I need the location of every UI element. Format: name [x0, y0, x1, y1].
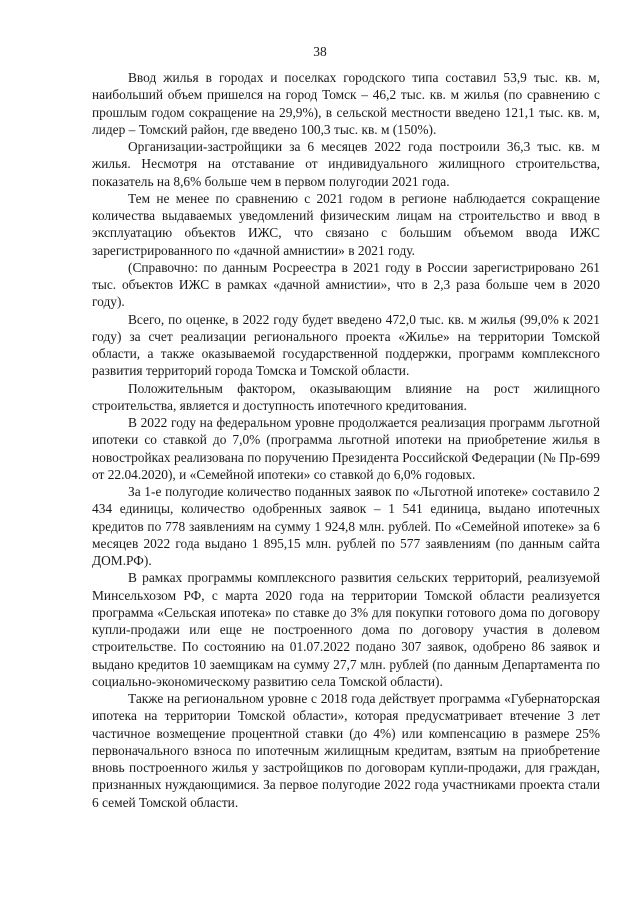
paragraph-housing-input-cities: Ввод жилья в городах и поселках городского типа составил 53,9 тыс. кв. м, наибольший объем пришелся на город Томск – 46,2 тыс. кв. м жилья (по сравнению с прошлым годом сокращение на 29,9%), в сельской местности введено 121,1 тыс. кв. м, лидер – Томский район, где введено 100,3 тыс. кв. м (150%).: [92, 70, 600, 137]
paragraph-developers: Организации-застройщики за 6 месяцев 2022 года построили 36,3 тыс. кв. м жилья. Несмотря на отставание от индивидуального жилищного строительства, показатель на 8,6% больше чем в первом полугодии 2021 года.: [92, 139, 600, 189]
paragraph-federal-programs: В 2022 году на федеральном уровне продолжается реализация программ льготной ипотеки со ставкой до 7,0% (программа льготной ипотеки на приобретение жилья в новостройках реализована по поручению Президента Российской Федерации (№ Пр-699 от 22.04.2020), и «Семейной ипотеки» со ставкой до 6,0% годовых.: [92, 415, 600, 482]
paragraph-applications-stats: За 1-е полугодие количество поданных заявок по «Льготной ипотеке» составило 2 434 единицы, количество одобренных заявок – 1 541 единица, выдано ипотечных кредитов по 778 заявлениям на сумму 1 924,8 млн. рублей. По «Семейной ипотеке» за 6 месяцев 2022 года выдано 1 895,15 млн. рублей по 577 заявлениям (по данным сайта ДОМ.РФ).: [92, 484, 600, 568]
paragraph-rural-mortgage: В рамках программы комплексного развития сельских территорий, реализуемой Минсельхозом РФ, с марта 2020 года на территории Томской области реализуется программа «Сельская ипотека» по ставке до 3% для покупки готового дома по договору купли-продажи или еще не построенного дома по договору участия в долевом строительстве. По состоянию на 01.07.2022 подано 307 заявок, одобрено 86 заявок и выдано кредитов 10 заемщикам на сумму 27,7 млн. рублей (по данным Департамента по социально-экономическому развитию села Томской области).: [92, 570, 600, 689]
paragraph-mortgage-factor: Положительным фактором, оказывающим влияние на рост жилищного строительства, является и доступность ипотечного кредитования.: [92, 380, 600, 413]
paragraph-rosreestr-reference: (Справочно: по данным Росреестра в 2021 году в России зарегистрировано 261 тыс. объектов ИЖС в рамках «дачной амнистии», что в 2,3 раза больше чем в 2020 году).: [92, 259, 600, 310]
paragraph-governor-mortgage: Также на региональном уровне с 2018 года действует программа «Губернаторская ипотека на территории Томской области», которая предусматривает втечение 3 лет частичное возмещение процентной ставки (до 4%) или компенсацию в размере 25% первоначального взноса по ипотечным жилищным кредитам, взятым на приобретение вновь построенного жилья у застройщиков по договорам купли-продажи, для граждан, признанных нуждающимися. За первое полугодие 2022 года участниками проекта стали 6 семей Томской области.: [92, 691, 600, 810]
paragraph-total-estimate: Всего, по оценке, в 2022 году будет введено 472,0 тыс. кв. м жилья (99,0% к 2021 году) за счет реализации регионального проекта «Жилье» на территории Томской области, а также оказываемой государственной поддержки, программ комплексного развития территорий города Томска и Томской области.: [92, 311, 600, 379]
page-number: 38: [313, 44, 327, 59]
paragraph-izhs-notifications: Тем не менее по сравнению с 2021 годом в регионе наблюдается сокращение количества выдаваемых уведомлений физическим лицам на строительство и ввод в эксплуатацию объектов ИЖС, что связано с большим объемом ввода ИЖС зарегистрированного по «дачной амнистии» в 2021 году.: [92, 190, 600, 258]
document-body: [92, 69, 600, 811]
